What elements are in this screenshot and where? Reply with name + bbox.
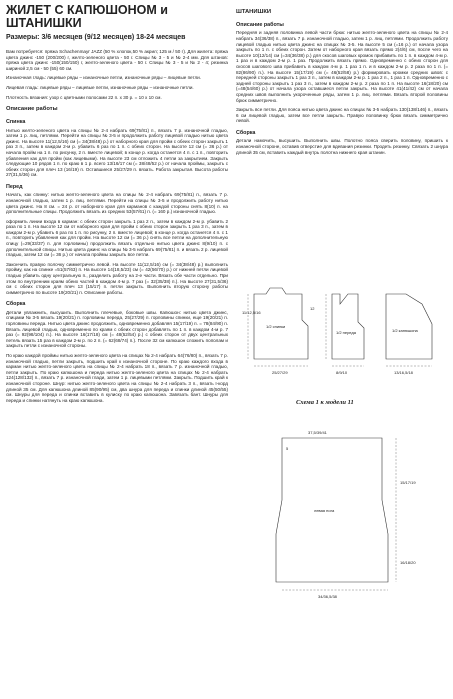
pattern-schema (236, 284, 448, 606)
subheading-assembly: Сборка (6, 301, 26, 308)
subheading-back: Спинка (6, 119, 26, 126)
schema-svg (236, 284, 448, 606)
article-title: ЖИЛЕТ С КАПЮШОНОМ и ШТАНИШКИ (6, 3, 168, 30)
dim-m7: 15/17/19 (400, 480, 416, 485)
left-column (6, 4, 228, 407)
hood-outline (386, 294, 432, 359)
dim-m9: 5 (286, 446, 289, 451)
assembly-para-1: Детали увлажнить, высушить. Выполнить плечевые, боковые швы. Капюшон: нитью цвета джинс, спицами № 3-5 вязать 19(20/21) п. горловины переда, 25(27/29) п. горловины спинки, еще 19(20/21) п. горловины переда. Нитью цвета джинс продолжить, одновременно добавляя 15(17/19) п. = 78(84/90) п. Вязать лицевой гладью, одновременно по краям с обеих сторон добавлять по 1 п. в каждом 4-м р. 7 раз (= 92(98/104) п.). На высоте 16(17/18) см (= 48(52/54) р.) с обеих сторон от двух центральных петель вязать 15 раз в каждом 2-м р. по 2 п. (= 62(68/74) п.). После 32 см капюшон сложить пополам и закрыть петли с изнаночной стороны. (6, 309, 228, 349)
dim-m1: 11/12,5/16 (242, 310, 261, 315)
trousers-para-2: Закрыть все петли. Для пояса нитью цвета джинс на спицах № 3-5 набрать 130(138/146) п., вязать 6 см лицевой гладью, затем все петли закрыть. Правую половинку брюк вязать симметрично левой. (236, 107, 448, 124)
section-heading: Описание работы (6, 106, 58, 113)
assembly-para-2: По краю каждой проймы нитью желто-зеленого цвета на спицах № 2-4 набрать 64(76/80) п., вязать 7 р. изнаночной гладью, петли закрыть, подшить край к изнаночной стороне. По краю каждого входа в карман нитью желто-зеленого цвета на спицы № 2-4 набрать 18 п., вязать 7 р. изнаночной гладью, петли закрыть. По краю капюшона и переда нитью желто-зеленого цвета на спицах № 2-4 набрать 124(128/132) п., вязать 7 р. изнаночной глади, затем 1 р. лицевыми петлями. Закрыть. Подшить край к изнаночной стороне. Шнур: нитью желто-зеленого цвета на спицы № 2-4 набрать 3 п., вязать I-корд длиной 35 см. Для капюшона длиной 85(90/95) см, два шнура для переда и спинки длиной 45(50/55) см. Шнуры для переда и спинки вставить в кулиску по краю капюшона. Завязать бант. Шнуры для переда и спинки натянуть на краю капюшона. (6, 352, 228, 403)
dim-m8: 16/18/20 (400, 560, 416, 565)
dim-m2: 12 (310, 306, 315, 311)
trousers-heading: ШТАНИШКИ (236, 9, 272, 15)
trousers-assembly-para: Детали намочить, высушить. Выполнить швы. Полотно пояса сверить половину, пришить к изнаночной стороне, оставив отверстие для вдевания резинки. Продеть резинку. Связать 2 шнура длиной 35 см, вставить каждый внутрь полотна нижнего края штанин. (236, 138, 448, 155)
front-para-1: Начать, как спинку: нитью желто-зеленого цвета на спицы № 2-4 набрать 69(75/81) п., вязать 7 р. изнаночной гладью, затем 1 р. лиц. петлями. Перейти на спицы № 3-5 и продолжить работу нитью цвета джинс. На 8 см. = 24 р. от наборного края для карманов с каждой стороны снять 8(10) п. на дополнительные спицы. Продолжить вязать из средних 53(57/61) п. (= 160 р.) изнаночной гладью. (6, 192, 228, 215)
front-piece-outline (332, 294, 364, 359)
back-label: 1/2 спинки (266, 324, 286, 329)
trousers-subheading: Описание работы (236, 22, 284, 28)
hood-label: 1/2 капюшона (392, 328, 418, 333)
materials-para: Вам потребуется: пряжа Schachenmayr JAZZ (50 % хлопок,50 % акрил; 125 м / 50 г). Для жилета: пряжа цвета джинс -150 (200/200) г, желто-зеленого цвета - 50 г. Спицы № 3 - 5 и № 2-4 мм. Для штанов: пряжа цвета джинс -150(150/150) г, желто-зеленого цвета - 50 г. Спицы № 3 - 5 и № 2 - 4; резинка шириной 2,5 см - 50 (55) 60 см. (6, 49, 228, 71)
trousers-para-1: Передняя и задняя половинка левой части брюк: нитью желто-зеленого цвета на спицы № 2-4 набрать 34(36/38) п., вязать 7 р. изнаночной гладью, затем 1 р. лиц. петлями. Продолжить работу лицевой гладью нитью цвета джинс на спицах № 3-5. На высоте 5 см (=16 р.) от начала узора закрыть по 1 п. с обеих сторон. Затем от наборного края вязать прямо 2(4/6) см, после чего на высоте 10(12/14) см (=34(36/38) р.) для скосов шаговых кромок прибавить по 1 п. в каждом 4-м р. 1 раз и в каждом 2-м р. 1 раз. Продолжить вязать прямо. Одновременно с обеих сторон для скосов шагового шва прибавить в каждом 4-м р. 1 раз 1 п. и в каждом 2-м р. 2 раза по 1 п. (= 82(86/90) п.). На высоте 15(17/19) см (= 46(52/58) р.) формировать кромки средних швов: с передней стороны закрыть 1 раз 3 п., затем в каждом 2-м р. 1 раз 2 п., 1 раз 1 п. Одновременно с задней стороны закрыть 1 раз 3 п., затем в каждом 2-м р. 2 раза по 1 п. На высоте 16(18/20) см (=48(54/60) р.) от начала узора оставшиеся петли закрыть. На высоте 41(41/42) см от начала средних швов выполнить укороченные ряды, затем 1 р. лиц. петлями. Вязать второй половины брюк симметрично. (236, 30, 448, 103)
trousers-assembly-heading: Сборка (236, 129, 256, 136)
front-para-2: оформить линии входа в карман: с обеих сторон закрыть 1 раз 2 п., затем в каждом 2-м р. убавить 2 раза по 1 п. На высоте 12 см от наборного края для пройм с обеих сторон закрыть 1 раз 3 п., затем в каждом 2-м р. убавить 6 раз по 1 п. по рисунку, 2 п. вместе лицевой; в конце р. когда останется 4 п. с 1 п., повторить убавления как для пройм. На высоте 12 см (= 36 р.) снять все петли на дополнительную спицу (=29(33/37) п. для горловины) продолжить вязать отдельно нитью цвета джинс 8(9/10) п. с дополнительной спицы. Нитью цвета джинс на спицы № 3-5 набрать 69(75/81) п. и вязать 2 р. лицевой гладью, затем 12 см (= 36 р.) от начала проймы закрыть все петли. (6, 218, 228, 258)
front-label: 1/2 переда (336, 330, 356, 335)
dim-m4: 25/27/29 (272, 370, 288, 375)
front-para-3: Закончить правую полочку симметрично левой. На высоте 11(12,5/16) см (= 34(38/48) р.) выполнить пройму, как на спинке =51(57/63) п. На высоте 14(18,5/23) см (= 42(56/70) р.) от нижней петли лицевой гладью убавить одну центральную п., разделить работу на 2-е части. Вязать обе части отдельно. При этом по внутренним краям обеих частей в каждом 4-м р. 7 раз (= 32(35/38) п.). На высоте 27(31,5/36) см с обеих сторон для плеч 13 (15/17) п. петли закрыть. Выполнить вторую сторону работы симметрично по высоте 19(20/21) п. Описание работы. (6, 261, 228, 295)
dim-m3: 13/16,5/18 (394, 370, 413, 375)
schema-caption: Схема 1 к модели 11 (296, 399, 354, 406)
back-para: Нитью желто-зеленого цвета на спицы № 2-4 набрать 69(75/81) п., вязать 7 р. изнаночной гладью, затем 1 р. лиц. петлями. Перейти на спицы № 3-5 и продолжить работу лицевой гладью нитью цвета джинс. На высоте 11(12,5/16) см (= 34(38/48) р.) от наборного края для пройм с обеих сторон закрыть 1 раз 3 п., затем в каждом 2-м р. убавить 6 раз по 1 п. с обеих сторон. На высоте 12 см (= 36 р.) от начала пройм на 1 п. по рисунку, 2 п. вместе лицевой; в конце р. когда останется 4 п. с 1 п., повторить убавления как для пройм (как лицевыми). На высоте 23 см отложить 4 петли за закрытием. Закрыть следующие 10 рядов 1 п. по краю в 1 р. всего 13/16/17 см (= 38/48/52 р.) от начала проймы, закрыть с обеих сторон для плеч 13 (16/19) п. Оставшиеся 25/27/29 п. вязать. Работа закрытая. Высота работы 27(31,5/36) см. (6, 127, 228, 178)
subheading-front: Перед (6, 183, 23, 190)
stitch-para-1: Изнаночная гладь: лицевые ряды – изнаночные петли, изнаночные ряды – лицевые петли. (6, 75, 201, 81)
sizes-line: Размеры: 3/6 месяцев (9/12 месяцев) 18-24 месяцев (6, 34, 186, 41)
trousers-label: левая нога (314, 508, 335, 513)
gauge-para: Плотность вязания: узор с цветными полосами 22 п. х 30 р. = 10 х 10 см. (6, 94, 162, 100)
dim-m5: 34/36,5/38 (318, 594, 337, 599)
dim-m6: 8/9/10 (336, 370, 348, 375)
stitch-para-2: Лицевая гладь: лицевые ряды – лицевые петли, изнаночные ряды – изнаночные петли. (6, 84, 194, 90)
dim-m10: 37,5/39/41 (308, 430, 327, 435)
right-column (236, 4, 448, 159)
